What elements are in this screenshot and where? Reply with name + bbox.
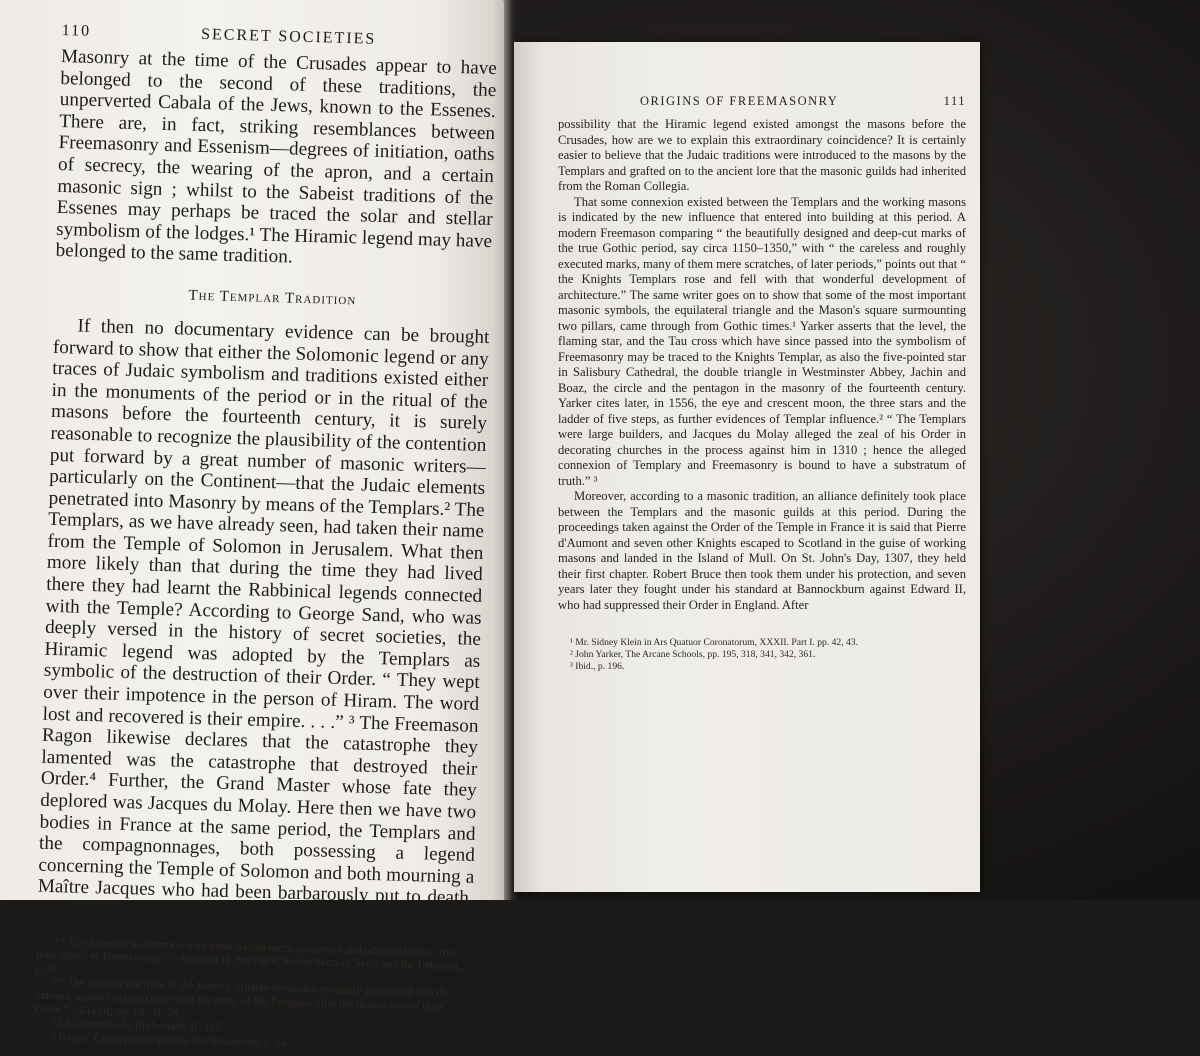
right-footnotes [558,637,966,673]
left-footnote-1: ¹ “ The Essenes, in common with other Syrian sects, possessed and adhered to the ‘ true principles ’ of Freemasonry.”—Bernard H. Springett, Secret Sects of Syria and the Lebanon, p. 91. [35,935,462,976]
left-page [0,0,508,1050]
left-paragraph-2: If then no documentary evidence can be brought forward to show that either the Solomonic legend or any traces of Judaic symbolism and traditions existed either in the monuments of the period or in the ritual of the masons before the fourteenth century, it is surely reasonable to recognize the plausibility of the contention put forward by a great number of masonic writers—particularly on the Continent—that the Judaic elements penetrated into Masonry by means of the Templars.² The Templars, as we have already seen, had taken their name from the Temple of Solomon in Jerusalem. What then more likely than that during the time they had lived there they had learnt the Rabbinical legends connected with the Temple? According to George Sand, who was deeply versed in the history of secret societies, the Hiramic legend was adopted by the Templars as symbolic of the destruction of their Order. “ They wept over their impotence in the person of Hiram. The word lost and recovered is their empire. . . .” ³ The Freemason Ragon likewise declares that the catastrophe they lamented was the catastrophe that destroyed their Order.⁴ Further, the Grand Master whose fate they deplored was Jacques du Molay. Here then we have two bodies in France at the same period, the Templars and the compagnonnages, both possessing a legend concerning the Temple of Solomon and both mourning a Maître Jacques who had been barbarously put to death. If we accept the [36,315,490,923]
right-paragraph-3: Moreover, according to a masonic tradition, an alliance definitely took place between the Templars and the masonic guilds at this period. During the proceedings taken against the Order of the Temple in France it is said that Pierre d'Aumont and seven other Knights escaped to Scotland in the guise of working masons and landed in the Island of Mull. On St. John's Day, 1307, they held their first chapter. Robert Bruce then took them under his protection, and seven years later they fought under his standard at Bannockburn against Edward II, who had suppressed their Order in England. After [558,489,966,612]
right-paragraph-1: possibility that the Hiramic legend existed amongst the masons before the Crusades, how are we to explain this extraordinary coincidence? It is certainly easier to believe that the Judaic traditions were introduced to the masons by the Templars and grafted on to the ancient lore that the masonic guilds had inherited from the Roman Collegia. [558,117,966,193]
left-footnote-3: ³ La Comtesse de Rudolstadt, II. 185. [51,1017,224,1035]
left-footnotes [33,935,472,1056]
right-footnote-1: ¹ Mr. Sidney Klein in Ars Quatuor Coronatorum, XXXII. Part I. pp. 42, 43. [570,637,858,648]
right-footnote-3: ³ Ibid., p. 196. [570,661,625,672]
right-running-title: ORIGINS OF FREEMASONRY [640,94,839,108]
right-page-content [558,94,966,673]
left-footnote-4: ⁴ Ragon, Cours philosophique des Initiations, p. 34. [51,1030,290,1050]
right-running-head [558,94,966,109]
section-heading: The Templar Tradition [188,287,357,309]
right-footnote-2: ² John Yarker, The Arcane Schools, pp. 195, 318, 341, 342, 361. [570,649,816,660]
left-page-number: 110 [61,22,92,40]
left-footnote-2: ² “ The esoteric doctrine of the Judeo-Christian mysteries evidently penetrated into the masonic guilds (ateliers) only with the entry of the Templars after the destruction of their Order.”—Eckert, op. cit., II. 28. [34,976,451,1020]
right-paragraph-2: That some connexion existed between the Templars and the working masons is indicated by the new influence that entered into building at this period. A modern Freemason comparing “ the beautifully designed and deep-cut marks of the true Gothic period, say circa 1150–1350,” with “ the careless and roughly executed marks, many of them mere scratches, of later periods,” points out that “ the Knights Templars rose and fell with that wonderful development of architecture.” The same writer goes on to show that some of the most important masonic symbols, the equilateral triangle and the Mason's square surmounting two pillars, came through from Gothic times.¹ Yarker asserts that the level, the flaming star, and the Tau cross which have since passed into the symbolism of Freemasonry may be traced to the Knights Templar, as also the five-pointed star in Salisbury Cathedral, the double triangle in Westminster Abbey, Jachin and Boaz, the circle and the pentagon in the masonry of the fourteenth century. Yarker cites later, in 1556, the eye and crescent moon, the three stars and the ladder of five steps, as further evidences of Templar influence.² “ The Templars were large builders, and Jacques du Molay alleged the zeal of his Order in decorating churches in the process against him in 1310 ; hence the alleged connexion of Templary and Freemasonry is bound to have a substratum of truth.” ³ [558,194,966,488]
left-running-title: SECRET SOCIETIES [200,25,377,48]
left-paragraph-1: Masonry at the time of the Crusades appear to have belonged to the second of these traditions, the unperverted Cabala of the Jews, known to the Essenes. There are, in fact, striking resemblances between Freemasonry and Essenism—degrees of initiation, oaths of secrecy, the wearing of the apron, and a certain masonic sign ; whilst to the Sabeist traditions of the Essenes may perhaps be traced the solar and stellar symbolism of the lodges.¹ The Hiramic legend may have belonged to the same tradition. [55,45,498,268]
left-page-content [33,22,497,1056]
right-page-number: 111 [943,94,966,108]
right-page [514,42,980,892]
